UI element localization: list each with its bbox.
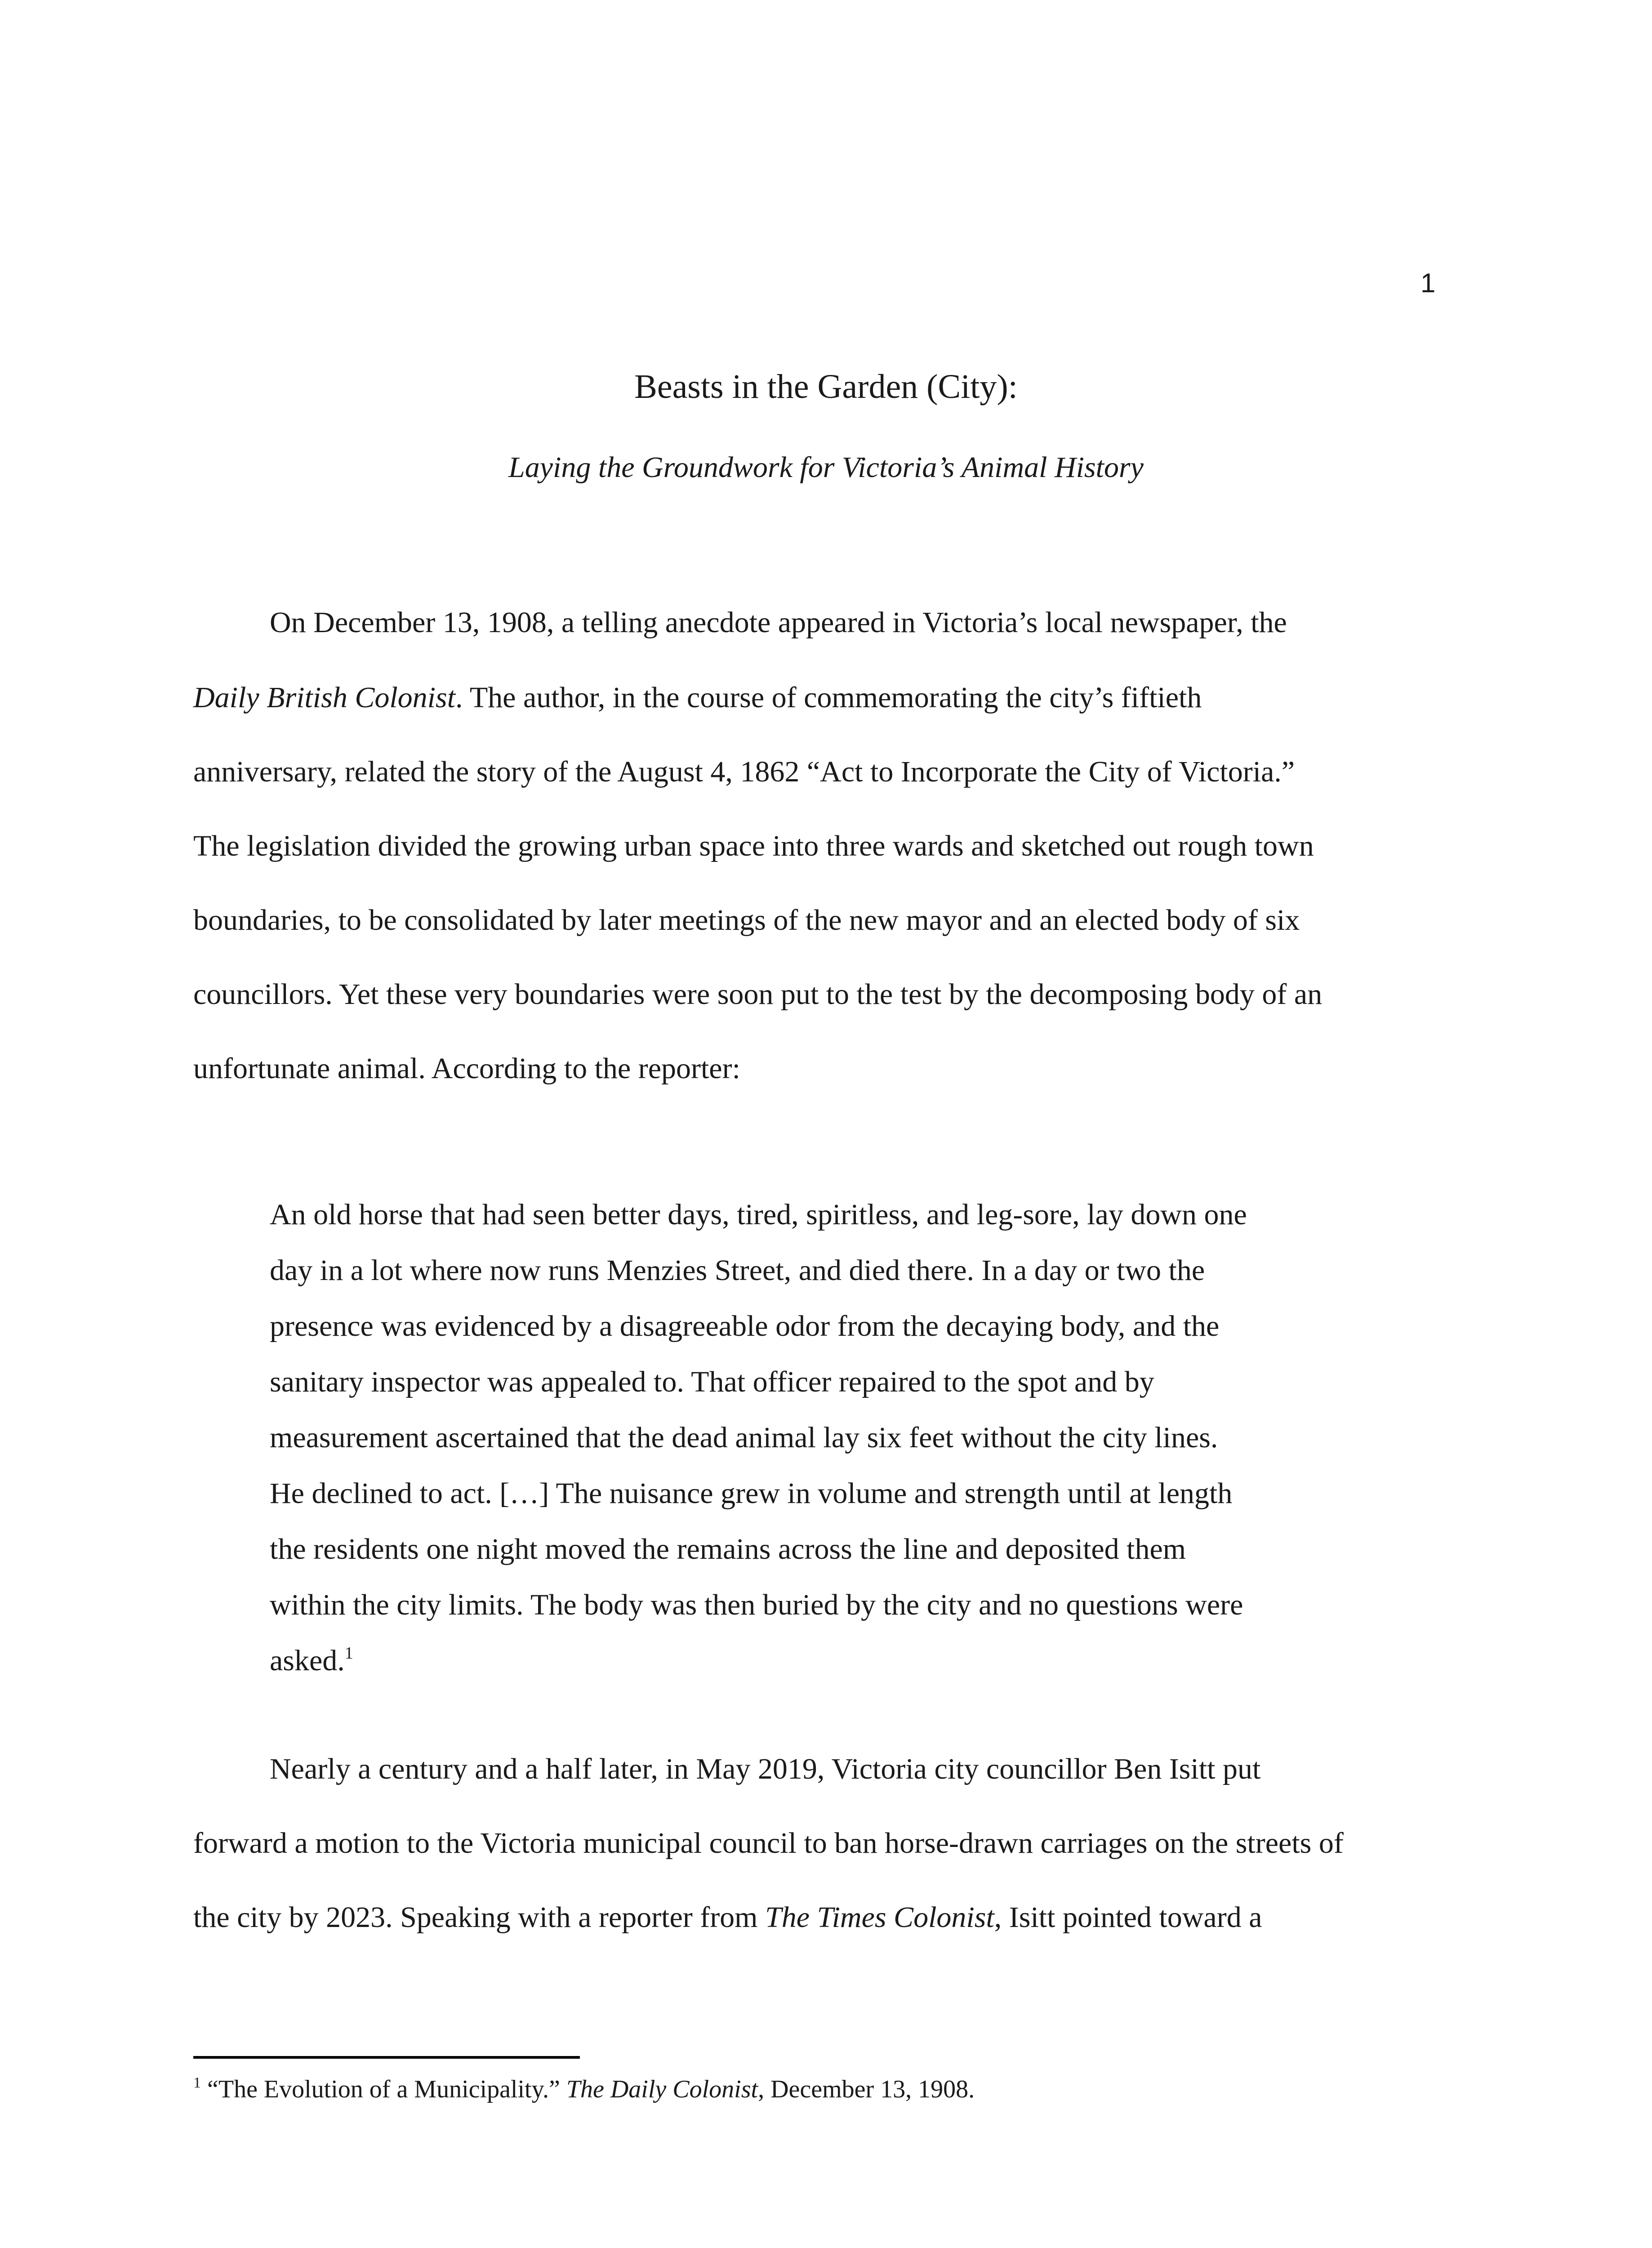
paragraph-line: boundaries, to be consolidated by later meetings of the new mayor and an elected body of six xyxy=(193,904,1300,937)
paragraph-line xyxy=(193,1900,1262,1936)
newspaper-title: The Times Colonist xyxy=(765,1901,994,1934)
paragraph-line: Nearly a century and a half later, in May 2019, Victoria city councillor Ben Isitt put xyxy=(270,1753,1261,1785)
paragraph-line: unfortunate animal. According to the reporter: xyxy=(193,1052,740,1085)
quote-text: asked. xyxy=(270,1644,345,1677)
paragraph-text: , Isitt pointed toward a xyxy=(994,1901,1262,1934)
paragraph-text: the city by 2023. Speaking with a reporter from xyxy=(193,1901,766,1934)
paragraph-line: The legislation divided the growing urban space into three wards and sketched out rough town xyxy=(193,830,1314,862)
footnote-separator xyxy=(193,2056,580,2059)
paragraph-text: . The author, in the course of commemorating the city’s fiftieth xyxy=(455,681,1202,714)
quote-line: day in a lot where now runs Menzies Street, and died there. In a day or two the xyxy=(270,1254,1205,1287)
paragraph-line: forward a motion to the Victoria municipal council to ban horse-drawn carriages on the streets of xyxy=(193,1827,1344,1860)
paragraph-line xyxy=(193,680,1202,716)
footnote-text: “The Evolution of a Municipality.” xyxy=(201,2075,566,2103)
paper-title: Beasts in the Garden (City): xyxy=(634,368,1018,406)
quote-line: presence was evidenced by a disagreeable odor from the decaying body, and the xyxy=(270,1310,1220,1343)
paper-subtitle: Laying the Groundwork for Victoria’s Animal History xyxy=(508,451,1144,484)
quote-line: He declined to act. […] The nuisance grew in volume and strength until at length xyxy=(270,1477,1233,1510)
footnote-reference[interactable]: 1 xyxy=(344,1644,353,1663)
quote-line: the residents one night moved the remains across the line and deposited them xyxy=(270,1533,1186,1566)
newspaper-title: Daily British Colonist xyxy=(193,681,456,714)
paragraph-line: councillors. Yet these very boundaries were soon put to the test by the decomposing body of an xyxy=(193,978,1322,1011)
quote-line: sanitary inspector was appealed to. That officer repaired to the spot and by xyxy=(270,1365,1154,1398)
footnote-marker: 1 xyxy=(193,2074,201,2091)
quote-line: measurement ascertained that the dead animal lay six feet without the city lines. xyxy=(270,1421,1218,1454)
page-number: 1 xyxy=(1420,268,1436,298)
quote-line: within the city limits. The body was then buried by the city and no questions were xyxy=(270,1588,1243,1621)
footnote-text: , December 13, 1908. xyxy=(758,2075,975,2103)
quote-line xyxy=(270,1643,353,1679)
footnote-source: The Daily Colonist xyxy=(566,2075,758,2103)
paragraph-line: On December 13, 1908, a telling anecdote appeared in Victoria’s local newspaper, the xyxy=(270,606,1287,639)
quote-line: An old horse that had seen better days, tired, spiritless, and leg-sore, lay down one xyxy=(270,1198,1247,1231)
footnote xyxy=(193,2074,975,2105)
paragraph-line: anniversary, related the story of the August 4, 1862 “Act to Incorporate the City of Victoria.” xyxy=(193,755,1295,788)
